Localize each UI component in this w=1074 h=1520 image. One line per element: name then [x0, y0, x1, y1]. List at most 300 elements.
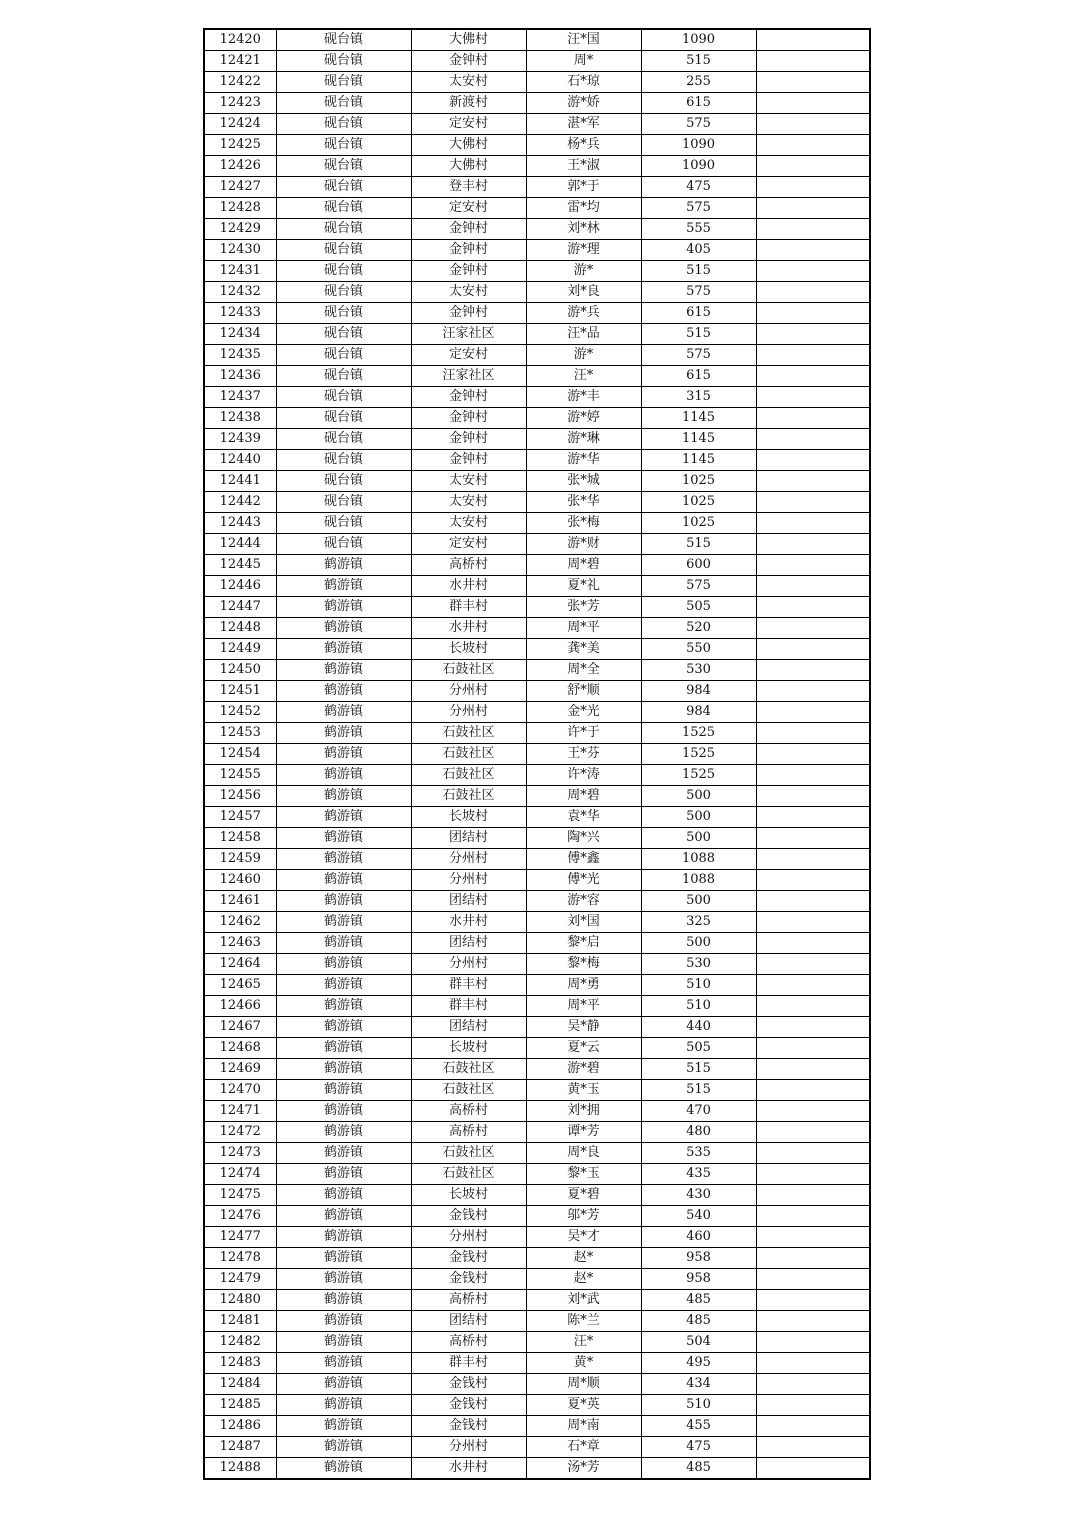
- village-cell: 长坡村: [411, 807, 526, 828]
- town-cell: 鹤游镇: [276, 555, 411, 576]
- town-cell: 鹤游镇: [276, 954, 411, 975]
- name-cell: 周*平: [526, 618, 641, 639]
- amount-cell: 958: [641, 1248, 756, 1269]
- amount-cell: 984: [641, 681, 756, 702]
- row-number-cell: 12420: [204, 29, 276, 51]
- table-row: [204, 1227, 870, 1248]
- table-row: [204, 765, 870, 786]
- amount-cell: 520: [641, 618, 756, 639]
- table-row: [204, 891, 870, 912]
- name-cell: 周*: [526, 51, 641, 72]
- town-cell: 鹤游镇: [276, 1080, 411, 1101]
- village-cell: 金钱村: [411, 1416, 526, 1437]
- name-cell: 周*勇: [526, 975, 641, 996]
- amount-cell: 500: [641, 786, 756, 807]
- amount-cell: 485: [641, 1458, 756, 1480]
- town-cell: 砚台镇: [276, 471, 411, 492]
- village-cell: 群丰村: [411, 975, 526, 996]
- town-cell: 鹤游镇: [276, 891, 411, 912]
- town-cell: 砚台镇: [276, 261, 411, 282]
- town-cell: 鹤游镇: [276, 576, 411, 597]
- village-cell: 高桥村: [411, 1290, 526, 1311]
- town-cell: 鹤游镇: [276, 1290, 411, 1311]
- town-cell: 砚台镇: [276, 198, 411, 219]
- amount-cell: 615: [641, 366, 756, 387]
- amount-cell: 1525: [641, 723, 756, 744]
- name-cell: 吴*才: [526, 1227, 641, 1248]
- town-cell: 鹤游镇: [276, 1353, 411, 1374]
- name-cell: 夏*云: [526, 1038, 641, 1059]
- table-row: [204, 492, 870, 513]
- town-cell: 鹤游镇: [276, 975, 411, 996]
- table-row: [204, 534, 870, 555]
- town-cell: 鹤游镇: [276, 723, 411, 744]
- table-row: [204, 576, 870, 597]
- table-row: [204, 1080, 870, 1101]
- town-cell: 砚台镇: [276, 366, 411, 387]
- amount-cell: 475: [641, 177, 756, 198]
- remark-cell: [756, 1311, 870, 1332]
- town-cell: 鹤游镇: [276, 1185, 411, 1206]
- row-number-cell: 12454: [204, 744, 276, 765]
- table-row: [204, 387, 870, 408]
- name-cell: 张*梅: [526, 513, 641, 534]
- data-table: [203, 28, 871, 1480]
- town-cell: 鹤游镇: [276, 1017, 411, 1038]
- village-cell: 水井村: [411, 618, 526, 639]
- remark-cell: [756, 1395, 870, 1416]
- name-cell: 王*芬: [526, 744, 641, 765]
- amount-cell: 515: [641, 534, 756, 555]
- remark-cell: [756, 387, 870, 408]
- table-row: [204, 1185, 870, 1206]
- remark-cell: [756, 51, 870, 72]
- town-cell: 砚台镇: [276, 387, 411, 408]
- row-number-cell: 12452: [204, 702, 276, 723]
- amount-cell: 1145: [641, 408, 756, 429]
- remark-cell: [756, 1458, 870, 1480]
- row-number-cell: 12470: [204, 1080, 276, 1101]
- name-cell: 游*: [526, 345, 641, 366]
- village-cell: 分州村: [411, 1437, 526, 1458]
- amount-cell: 1025: [641, 492, 756, 513]
- amount-cell: 455: [641, 1416, 756, 1437]
- amount-cell: 1088: [641, 870, 756, 891]
- town-cell: 砚台镇: [276, 450, 411, 471]
- table-row: [204, 240, 870, 261]
- amount-cell: 1145: [641, 450, 756, 471]
- remark-cell: [756, 765, 870, 786]
- town-cell: 砚台镇: [276, 408, 411, 429]
- village-cell: 金钟村: [411, 303, 526, 324]
- row-number-cell: 12468: [204, 1038, 276, 1059]
- remark-cell: [756, 975, 870, 996]
- row-number-cell: 12488: [204, 1458, 276, 1480]
- remark-cell: [756, 429, 870, 450]
- amount-cell: 550: [641, 639, 756, 660]
- remark-cell: [756, 156, 870, 177]
- amount-cell: 440: [641, 1017, 756, 1038]
- name-cell: 游*理: [526, 240, 641, 261]
- row-number-cell: 12433: [204, 303, 276, 324]
- row-number-cell: 12440: [204, 450, 276, 471]
- table-row: [204, 597, 870, 618]
- town-cell: 砚台镇: [276, 93, 411, 114]
- remark-cell: [756, 1227, 870, 1248]
- name-cell: 郭*于: [526, 177, 641, 198]
- remark-cell: [756, 240, 870, 261]
- row-number-cell: 12438: [204, 408, 276, 429]
- village-cell: 高桥村: [411, 555, 526, 576]
- row-number-cell: 12429: [204, 219, 276, 240]
- village-cell: 太安村: [411, 72, 526, 93]
- table-row: [204, 1059, 870, 1080]
- table-row: [204, 261, 870, 282]
- village-cell: 金钟村: [411, 450, 526, 471]
- town-cell: 鹤游镇: [276, 1122, 411, 1143]
- town-cell: 砚台镇: [276, 429, 411, 450]
- row-number-cell: 12469: [204, 1059, 276, 1080]
- amount-cell: 315: [641, 387, 756, 408]
- remark-cell: [756, 597, 870, 618]
- town-cell: 鹤游镇: [276, 765, 411, 786]
- town-cell: 砚台镇: [276, 177, 411, 198]
- remark-cell: [756, 1059, 870, 1080]
- amount-cell: 1145: [641, 429, 756, 450]
- village-cell: 团结村: [411, 891, 526, 912]
- town-cell: 鹤游镇: [276, 849, 411, 870]
- village-cell: 金钱村: [411, 1395, 526, 1416]
- town-cell: 砚台镇: [276, 135, 411, 156]
- amount-cell: 505: [641, 1038, 756, 1059]
- table-row: [204, 1101, 870, 1122]
- row-number-cell: 12467: [204, 1017, 276, 1038]
- amount-cell: 984: [641, 702, 756, 723]
- amount-cell: 500: [641, 933, 756, 954]
- remark-cell: [756, 1332, 870, 1353]
- amount-cell: 515: [641, 261, 756, 282]
- village-cell: 长坡村: [411, 639, 526, 660]
- village-cell: 大佛村: [411, 29, 526, 51]
- remark-cell: [756, 618, 870, 639]
- amount-cell: 434: [641, 1374, 756, 1395]
- name-cell: 汪*: [526, 366, 641, 387]
- village-cell: 水井村: [411, 912, 526, 933]
- row-number-cell: 12481: [204, 1311, 276, 1332]
- town-cell: 鹤游镇: [276, 744, 411, 765]
- table-row: [204, 639, 870, 660]
- name-cell: 汪*: [526, 1332, 641, 1353]
- village-cell: 群丰村: [411, 597, 526, 618]
- table-row: [204, 345, 870, 366]
- amount-cell: 535: [641, 1143, 756, 1164]
- remark-cell: [756, 744, 870, 765]
- village-cell: 金钟村: [411, 408, 526, 429]
- remark-cell: [756, 198, 870, 219]
- village-cell: 太安村: [411, 471, 526, 492]
- table-row: [204, 408, 870, 429]
- amount-cell: 485: [641, 1290, 756, 1311]
- remark-cell: [756, 29, 870, 51]
- amount-cell: 430: [641, 1185, 756, 1206]
- village-cell: 金钱村: [411, 1206, 526, 1227]
- name-cell: 傅*鑫: [526, 849, 641, 870]
- remark-cell: [756, 114, 870, 135]
- town-cell: 鹤游镇: [276, 1437, 411, 1458]
- name-cell: 周*碧: [526, 786, 641, 807]
- village-cell: 大佛村: [411, 135, 526, 156]
- name-cell: 游*婷: [526, 408, 641, 429]
- row-number-cell: 12439: [204, 429, 276, 450]
- name-cell: 张*城: [526, 471, 641, 492]
- row-number-cell: 12435: [204, 345, 276, 366]
- town-cell: 鹤游镇: [276, 1227, 411, 1248]
- town-cell: 鹤游镇: [276, 786, 411, 807]
- table-row: [204, 1206, 870, 1227]
- village-cell: 金钟村: [411, 261, 526, 282]
- name-cell: 夏*礼: [526, 576, 641, 597]
- remark-cell: [756, 807, 870, 828]
- row-number-cell: 12444: [204, 534, 276, 555]
- town-cell: 鹤游镇: [276, 1248, 411, 1269]
- amount-cell: 530: [641, 954, 756, 975]
- name-cell: 陶*兴: [526, 828, 641, 849]
- name-cell: 湛*军: [526, 114, 641, 135]
- table-row: [204, 135, 870, 156]
- row-number-cell: 12466: [204, 996, 276, 1017]
- village-cell: 分州村: [411, 681, 526, 702]
- row-number-cell: 12457: [204, 807, 276, 828]
- remark-cell: [756, 1416, 870, 1437]
- amount-cell: 255: [641, 72, 756, 93]
- row-number-cell: 12461: [204, 891, 276, 912]
- amount-cell: 435: [641, 1164, 756, 1185]
- village-cell: 石鼓社区: [411, 786, 526, 807]
- table-row: [204, 870, 870, 891]
- row-number-cell: 12441: [204, 471, 276, 492]
- town-cell: 砚台镇: [276, 345, 411, 366]
- amount-cell: 600: [641, 555, 756, 576]
- village-cell: 金钟村: [411, 429, 526, 450]
- name-cell: 游*财: [526, 534, 641, 555]
- amount-cell: 1090: [641, 29, 756, 51]
- remark-cell: [756, 1101, 870, 1122]
- name-cell: 周*良: [526, 1143, 641, 1164]
- remark-cell: [756, 177, 870, 198]
- row-number-cell: 12465: [204, 975, 276, 996]
- amount-cell: 510: [641, 996, 756, 1017]
- row-number-cell: 12443: [204, 513, 276, 534]
- table-row: [204, 618, 870, 639]
- remark-cell: [756, 1374, 870, 1395]
- name-cell: 游*兵: [526, 303, 641, 324]
- row-number-cell: 12458: [204, 828, 276, 849]
- row-number-cell: 12482: [204, 1332, 276, 1353]
- remark-cell: [756, 1185, 870, 1206]
- amount-cell: 515: [641, 1059, 756, 1080]
- table-row: [204, 702, 870, 723]
- town-cell: 砚台镇: [276, 114, 411, 135]
- village-cell: 石鼓社区: [411, 1164, 526, 1185]
- name-cell: 黄*: [526, 1353, 641, 1374]
- table-row: [204, 93, 870, 114]
- remark-cell: [756, 1269, 870, 1290]
- town-cell: 砚台镇: [276, 29, 411, 51]
- table-body: [204, 29, 870, 1479]
- name-cell: 汤*芳: [526, 1458, 641, 1480]
- table-row: [204, 1290, 870, 1311]
- remark-cell: [756, 366, 870, 387]
- table-row: [204, 471, 870, 492]
- table-row: [204, 954, 870, 975]
- town-cell: 鹤游镇: [276, 1311, 411, 1332]
- name-cell: 黎*启: [526, 933, 641, 954]
- name-cell: 舒*顺: [526, 681, 641, 702]
- village-cell: 石鼓社区: [411, 1080, 526, 1101]
- remark-cell: [756, 93, 870, 114]
- amount-cell: 510: [641, 1395, 756, 1416]
- town-cell: 鹤游镇: [276, 1332, 411, 1353]
- row-number-cell: 12476: [204, 1206, 276, 1227]
- table-row: [204, 29, 870, 51]
- amount-cell: 530: [641, 660, 756, 681]
- village-cell: 高桥村: [411, 1122, 526, 1143]
- table-row: [204, 1269, 870, 1290]
- village-cell: 长坡村: [411, 1038, 526, 1059]
- table-row: [204, 1143, 870, 1164]
- table-row: [204, 723, 870, 744]
- amount-cell: 500: [641, 807, 756, 828]
- town-cell: 鹤游镇: [276, 1374, 411, 1395]
- row-number-cell: 12428: [204, 198, 276, 219]
- table-row: [204, 429, 870, 450]
- table-row: [204, 366, 870, 387]
- name-cell: 周*全: [526, 660, 641, 681]
- remark-cell: [756, 72, 870, 93]
- village-cell: 群丰村: [411, 1353, 526, 1374]
- name-cell: 张*芳: [526, 597, 641, 618]
- town-cell: 鹤游镇: [276, 1458, 411, 1480]
- table-row: [204, 555, 870, 576]
- remark-cell: [756, 1437, 870, 1458]
- table-row: [204, 1311, 870, 1332]
- table-row: [204, 114, 870, 135]
- village-cell: 团结村: [411, 933, 526, 954]
- village-cell: 分州村: [411, 702, 526, 723]
- table-row: [204, 1416, 870, 1437]
- name-cell: 赵*: [526, 1269, 641, 1290]
- table-row: [204, 1395, 870, 1416]
- name-cell: 刘*拥: [526, 1101, 641, 1122]
- town-cell: 鹤游镇: [276, 639, 411, 660]
- amount-cell: 500: [641, 828, 756, 849]
- remark-cell: [756, 1248, 870, 1269]
- name-cell: 石*琼: [526, 72, 641, 93]
- name-cell: 游*娇: [526, 93, 641, 114]
- village-cell: 金钱村: [411, 1269, 526, 1290]
- name-cell: 袁*华: [526, 807, 641, 828]
- table-row: [204, 681, 870, 702]
- row-number-cell: 12484: [204, 1374, 276, 1395]
- village-cell: 分州村: [411, 870, 526, 891]
- row-number-cell: 12471: [204, 1101, 276, 1122]
- name-cell: 夏*英: [526, 1395, 641, 1416]
- name-cell: 刘*武: [526, 1290, 641, 1311]
- name-cell: 邬*芳: [526, 1206, 641, 1227]
- town-cell: 鹤游镇: [276, 1164, 411, 1185]
- row-number-cell: 12422: [204, 72, 276, 93]
- name-cell: 许*涛: [526, 765, 641, 786]
- name-cell: 王*淑: [526, 156, 641, 177]
- table-row: [204, 786, 870, 807]
- amount-cell: 555: [641, 219, 756, 240]
- remark-cell: [756, 471, 870, 492]
- table-row: [204, 1458, 870, 1480]
- row-number-cell: 12425: [204, 135, 276, 156]
- table-row: [204, 1437, 870, 1458]
- row-number-cell: 12460: [204, 870, 276, 891]
- row-number-cell: 12426: [204, 156, 276, 177]
- village-cell: 分州村: [411, 849, 526, 870]
- table-row: [204, 1248, 870, 1269]
- name-cell: 吴*静: [526, 1017, 641, 1038]
- town-cell: 砚台镇: [276, 303, 411, 324]
- remark-cell: [756, 282, 870, 303]
- village-cell: 石鼓社区: [411, 660, 526, 681]
- amount-cell: 575: [641, 576, 756, 597]
- town-cell: 鹤游镇: [276, 933, 411, 954]
- town-cell: 鹤游镇: [276, 1038, 411, 1059]
- town-cell: 鹤游镇: [276, 807, 411, 828]
- town-cell: 鹤游镇: [276, 681, 411, 702]
- amount-cell: 540: [641, 1206, 756, 1227]
- town-cell: 鹤游镇: [276, 702, 411, 723]
- village-cell: 水井村: [411, 576, 526, 597]
- amount-cell: 1525: [641, 744, 756, 765]
- amount-cell: 515: [641, 324, 756, 345]
- name-cell: 周*平: [526, 996, 641, 1017]
- village-cell: 定安村: [411, 198, 526, 219]
- village-cell: 高桥村: [411, 1332, 526, 1353]
- town-cell: 鹤游镇: [276, 912, 411, 933]
- amount-cell: 515: [641, 1080, 756, 1101]
- row-number-cell: 12437: [204, 387, 276, 408]
- amount-cell: 958: [641, 1269, 756, 1290]
- village-cell: 石鼓社区: [411, 765, 526, 786]
- amount-cell: 500: [641, 891, 756, 912]
- name-cell: 游*华: [526, 450, 641, 471]
- row-number-cell: 12486: [204, 1416, 276, 1437]
- name-cell: 刘*林: [526, 219, 641, 240]
- remark-cell: [756, 870, 870, 891]
- name-cell: 陈*兰: [526, 1311, 641, 1332]
- row-number-cell: 12483: [204, 1353, 276, 1374]
- remark-cell: [756, 408, 870, 429]
- amount-cell: 495: [641, 1353, 756, 1374]
- town-cell: 砚台镇: [276, 72, 411, 93]
- row-number-cell: 12462: [204, 912, 276, 933]
- name-cell: 游*丰: [526, 387, 641, 408]
- row-number-cell: 12474: [204, 1164, 276, 1185]
- amount-cell: 515: [641, 51, 756, 72]
- table-row: [204, 1122, 870, 1143]
- town-cell: 砚台镇: [276, 219, 411, 240]
- amount-cell: 460: [641, 1227, 756, 1248]
- village-cell: 定安村: [411, 534, 526, 555]
- name-cell: 龚*美: [526, 639, 641, 660]
- row-number-cell: 12446: [204, 576, 276, 597]
- table-row: [204, 849, 870, 870]
